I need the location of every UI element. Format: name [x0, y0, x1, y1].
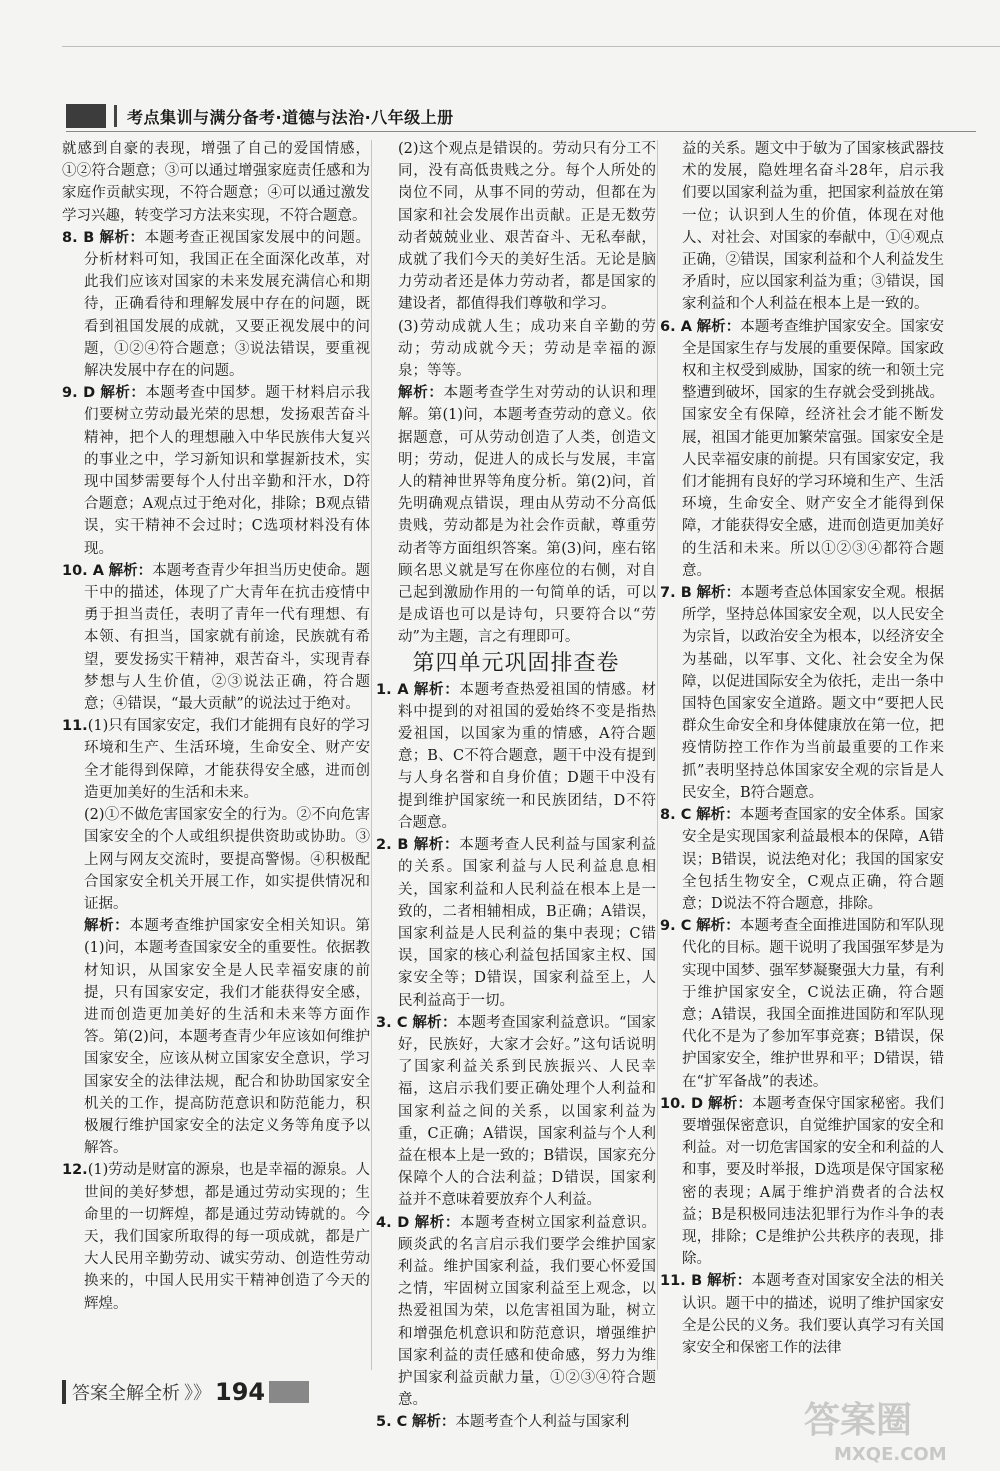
header-rule	[66, 131, 976, 132]
item-number: 10. A	[62, 562, 104, 579]
paragraph: 就感到自豪的表现，增强了自己的爱国情感，①②符合题意；③可以通过增强家庭责任感和为家庭作贡献实现，不符合题意；④可以通过激发学习兴趣，转变学习方法来实现，不符合题意。	[62, 141, 370, 224]
analysis-keyword: 解析：	[99, 229, 145, 246]
watermark-text: 答案圈	[804, 1400, 913, 1441]
item-text: 本题考查个人利益与国家利	[455, 1414, 630, 1431]
header-bar	[114, 105, 117, 127]
answer-item-8	[660, 804, 944, 915]
answer-item-1	[376, 679, 656, 834]
answer-item-8	[62, 227, 370, 382]
watermark-logo	[794, 1392, 994, 1467]
item-number: 8. B	[62, 229, 95, 246]
analysis-paragraph	[376, 382, 656, 648]
item-text: 本题考查国家的安全体系。国家安全是实现国家利益最根本的保障，A错误；B错误，说法绝对化；我国的国家安全包括生物安全，C观点正确，符合题意；D说法不符合题意，排除。	[682, 807, 945, 912]
analysis-keyword: 解析：	[108, 562, 153, 579]
item-number: 8. C	[660, 807, 692, 824]
page-title: 考点集训与满分备考·道德与法治·八年级上册	[127, 107, 454, 127]
answer-item-10	[62, 560, 370, 715]
answer-subpart: (3)劳动成就人生；成功来自辛勤的劳动；劳动成就今天；劳动是幸福的源泉；等等。	[398, 318, 656, 380]
unit-heading: 第四单元巩固排查卷	[412, 650, 620, 676]
item-number: 1. A	[376, 681, 409, 698]
column-1	[62, 138, 370, 1373]
top-rule	[62, 46, 1000, 47]
item-text: 本题考查国家利益意识。“国家好，民族好，大家才会好。”这句话说明了国家利益关系到民族振兴、人民幸福，这启示我们要正确处理个人利益和国家利益之间的关系，以国家利益为重，C正确；A错误，国家利益与个人利益在根本上是一致的；B错误，国家充分保障个人的合法利益；D错误，国家利益并不意味着要放弃个人利益。	[398, 1014, 656, 1209]
analysis-keyword: 解析：	[412, 1014, 457, 1031]
item-number: 12.	[62, 1162, 88, 1179]
item-text: 本题考查对国家安全法的相关认识。题干中的描述，说明了维护国家安全是公民的义务。我们要认真学习有关国家安全和保密工作的法律	[682, 1273, 945, 1356]
item-text: 本题考查青少年担当历史使命。题干中的描述，体现了广大青年在抗击疫情中勇于担当责任，表明了青年一代有理想、有本领、有担当，国家就有前途，民族就有希望，要发扬实干精神，艰苦奋斗，实现青春梦想与人生价值，②③说法正确，符合题意；④错误，“最大贡献”的说法过于绝对。	[84, 562, 371, 713]
analysis-keyword: 解析：	[398, 385, 444, 402]
item-text: 本题考查树立国家利益意识。顾炎武的名言启示我们要学会维护国家利益。维护国家利益，我们要心怀爱国之情，牢固树立国家利益至上观念，以热爱祖国为荣，以危害祖国为耻，树立和增强危机意识和防范意识，增强维护国家利益的责任感和使命感，努力为维护国家利益贡献力量，①②③④符合题意。	[398, 1214, 657, 1409]
item-number: 10. D	[660, 1095, 704, 1112]
analysis-keyword: 解析：	[414, 1214, 460, 1231]
analysis-keyword: 解析：	[84, 918, 130, 935]
item-text: 本题考查正视国家发展中的问题。分析材料可知，我国正在全面深化改革，对此我们应该对国家的未来发展充满信心和期待，正确看待和理解发展中存在的问题，既看到祖国发展的成就，又要正视发展中的问题，①②④符合题意；③说法错误，要重视解决发展中存在的问题。	[84, 229, 370, 380]
analysis-keyword: 解析：	[413, 681, 460, 698]
answer-item-9	[62, 382, 370, 560]
chevrons-icon: 》》	[184, 1383, 211, 1404]
item-text: (1)只有国家安定，我们才能拥有良好的学习环境和生产、生活环境，生命安全、财产安全才能得到保障，才能获得安全感，进而创造更加美好的生活和未来。	[84, 718, 370, 801]
page-footer	[62, 1378, 309, 1406]
item-text: 本题考查热爱祖国的情感。材料中提到的对祖国的爱始终不变是指热爱祖国，以国家为重的情感，A符合题意；B、C不符合题意，题干中没有提到与人身名誉和自身价值；D题干中没有提到维护国家统一和民族团结，D不符合题意。	[398, 681, 657, 831]
item-text: 本题考查人民利益与国家利益的关系。国家利益与人民利益息息相关，国家利益和人民利益在根本上是一致的，二者相辅相成，B正确；A错误，国家利益是人民利益的集中表现；C错误，国家的核心利益包括国家主权、国家安全等；D错误，国家利益至上，人民利益高于一切。	[398, 837, 656, 1009]
answer-item-7	[660, 582, 944, 804]
analysis-keyword: 解析：	[413, 837, 460, 854]
answer-item-3	[376, 1012, 656, 1212]
item-number: 3. C	[376, 1014, 408, 1031]
item-number: 9. C	[660, 918, 692, 935]
answer-item-5	[376, 1411, 656, 1433]
analysis-keyword: 解析：	[707, 1095, 753, 1112]
item-text: 本题考查中国梦。题干材料启示我们要树立劳动最光荣的思想，发扬艰苦奋斗精神，把个人的理想融入中华民族伟大复兴的事业之中，学习新知识和掌握新技术，实现中国梦需要每个人付出辛勤和汗水，D符合题意；A观点过于绝对化，排除；B观点错误，实干精神不会过时；C选项材料没有体现。	[84, 385, 371, 557]
page-number: 194	[215, 1378, 266, 1406]
answer-item-11	[62, 715, 370, 804]
analysis-keyword: 解析：	[100, 385, 146, 402]
analysis-text: 本题考查学生对劳动的认识和理解。第(1)问，本题考查劳动的意义。依据题意，可从劳动创造了人类，创造文明；劳动，促进人的成长与发展，丰富人的精神世界等角度分析。第(2)问，首先明确观点错误，理由从劳动不分高低贵贱，劳动都是为社会作贡献，尊重劳动者等方面组织答案。第(3)问，座右铭顾名思义就是写在你座位的右侧，对自己起到激励作用的一句简单的话，可以是成语也可以是诗句，只要符合以“劳动”为主题，言之有理即可。	[398, 385, 656, 646]
analysis-text: 本题考查维护国家安全相关知识。第(1)问，本题考查国家安全的重要性。依据教材知识，从国家安全是人民幸福安康的前提，只有国家安定，我们才能获得安全感，进而创造更加美好的生活和未来等方面作答。第(2)问，本题考查青少年应该如何维护国家安全，应该从树立国家安全意识，学习国家安全的法律法规，配合和协助国家安全机关的工作，提高防范意识和防范能力，积极履行维护国家安全的法定义务等角度予以解答。	[84, 918, 370, 1157]
analysis-keyword: 解析：	[696, 585, 741, 602]
paragraph: 益的关系。题文中于敏为了国家核武器技术的发展，隐姓埋名奋斗28年，启示我们要以国家利益为重，把国家利益放在第一位；认识到人生的价值，体现在对他人、对社会、对国家的奉献中，①④观点正确，②错误，国家利益和个人利益发生矛盾时，应以国家利益为重；③错误，国家利益和个人利益在根本上是一致的。	[682, 141, 944, 313]
answer-item-4	[376, 1212, 656, 1412]
item-number: 7. B	[660, 585, 692, 602]
analysis-paragraph	[62, 915, 370, 1159]
item-text: (1)劳动是财富的源泉，也是幸福的源泉。人世间的美好梦想，都是通过劳动实现的；生命里的一切辉煌，都是通过劳动铸就的。今天，我们国家所取得的每一项成就，都是广大人民用辛勤劳动、诚实劳动、创造性劳动换来的，中国人民用实干精神创造了今天的辉煌。	[84, 1162, 370, 1312]
analysis-keyword: 解析：	[411, 1414, 456, 1431]
footer-label: 答案全解全析	[72, 1383, 180, 1404]
column-divider	[371, 140, 372, 1370]
column-divider	[657, 140, 658, 1370]
item-number: 11.	[62, 718, 88, 735]
item-number: 4. D	[376, 1214, 410, 1231]
answer-item-11	[660, 1270, 944, 1359]
footer-block	[269, 1381, 309, 1403]
item-text: 本题考查保守国家秘密。我们要增强保密意识，自觉维护国家的安全和利益。对一切危害国家的安全和利益的人和事，要及时举报，D选项是保守国家秘密的表现；A属于维护消费者的合法权益；B是积极同违法犯罪行为作斗争的表现，排除；C是维护公共秩序的表现，排除。	[682, 1095, 945, 1268]
analysis-keyword: 解析：	[696, 318, 741, 335]
answer-item-10	[660, 1093, 944, 1271]
item-number: 11. B	[660, 1273, 703, 1290]
watermark-site: MXQE.COM	[834, 1444, 947, 1465]
column-3	[660, 138, 944, 1373]
footer-bar	[62, 1380, 66, 1404]
answer-item-2	[376, 834, 656, 1012]
item-number: 6. A	[660, 318, 692, 335]
page-header	[66, 103, 454, 129]
column-2	[376, 138, 657, 1431]
item-number: 9. D	[62, 385, 96, 402]
header-block	[66, 104, 106, 128]
answer-item-12	[62, 1159, 370, 1314]
analysis-keyword: 解析：	[696, 807, 740, 824]
answer-item-6	[660, 316, 944, 582]
item-number: 2. B	[376, 837, 409, 854]
answer-subpart: (2)这个观点是错误的。劳动只有分工不同，没有高低贵贱之分。每个人所处的岗位不同，从事不同的劳动，但都在为国家和社会发展作出贡献。正是无数劳动者兢兢业业、艰苦奋斗、无私奉献，成就了我们今天的美好生活。无论是脑力劳动者还是体力劳动者，都是国家的建设者，都值得我们尊敬和学习。	[398, 141, 656, 313]
analysis-keyword: 解析：	[696, 918, 740, 935]
analysis-keyword: 解析：	[707, 1273, 752, 1290]
item-text: 本题考查全面推进国防和军队现代化的目标。题干说明了我国强军梦是为实现中国梦、强军梦凝聚强大力量，有利于维护国家安全，C说法正确，符合题意；A错误，我国全面推进国防和军队现代化不是为了参加军事竞赛；B错误，保护国家安全，维护世界和平；D错误，错在“扩军备战”的表述。	[682, 918, 945, 1090]
answer-subpart: (2)①不做危害国家安全的行为。②不向危害国家安全的个人或组织提供资助或协助。③上网与网友交流时，要提高警惕。④积极配合国家安全机关开展工作，如实提供情况和证据。	[84, 807, 370, 912]
item-text: 本题考查总体国家安全观。根据所学，坚持总体国家安全观，以人民安全为宗旨，以政治安全为根本，以经济安全为基础，以军事、文化、社会安全为保障，以促进国际安全为依托，走出一条中国特色国家安全道路。题文中“要把人民群众生命安全和身体健康放在第一位，把疫情防控工作作为当前最重要的工作来抓”表明坚持总体国家安全观的宗旨是人民安全，B符合题意。	[682, 585, 945, 801]
answer-item-9	[660, 915, 944, 1093]
item-text: 本题考查维护国家安全。国家安全是国家生存与发展的重要保障。国家政权和主权受到威胁，国家的统一和领土完整遭到破坏，国家的生存就会受到挑战。国家安全有保障，经济社会才能不断发展，祖国才能更加繁荣富强。国家安全是人民幸福安康的前提。只有国家安定，我们才能拥有良好的学习环境和生产、生活环境，生命安全、财产安全才能得到保障，才能获得安全感，进而创造更加美好的生活和未来。所以①②③④都符合题意。	[682, 318, 945, 579]
item-number: 5. C	[376, 1414, 408, 1431]
